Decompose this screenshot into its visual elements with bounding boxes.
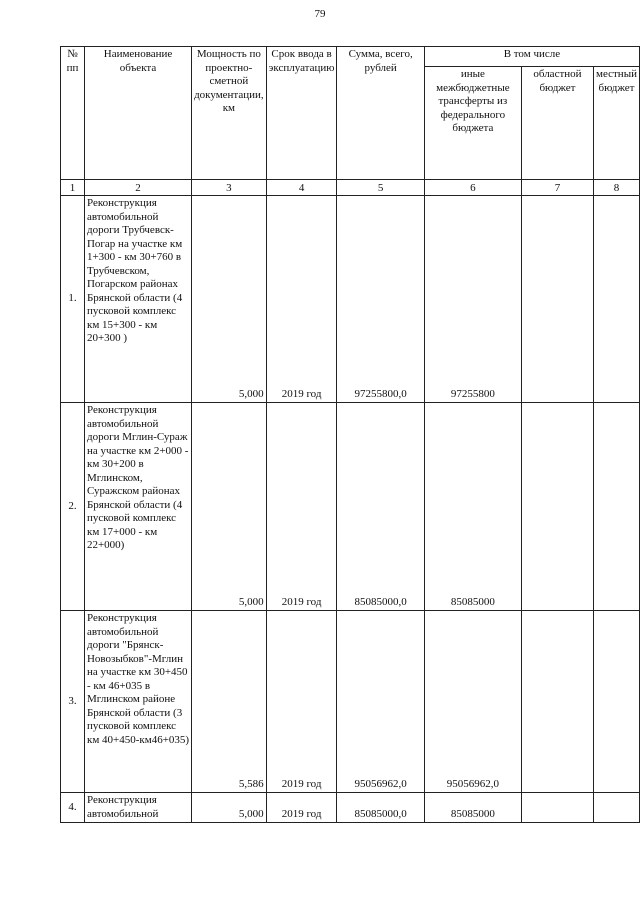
table-row xyxy=(61,793,640,823)
column-number: 4 xyxy=(266,180,337,196)
federal-value: 85085000 xyxy=(424,793,521,823)
regional-value xyxy=(521,611,593,793)
federal-value: 95056962,0 xyxy=(424,611,521,793)
object-name: Реконструкция автомобильной дороги Мглин-Сураж на участке км 2+000 - км 30+200 в Мглинском, Суражском районах Брянской области (4 пусковой комплекс км 17+000 - км 22+000) xyxy=(84,403,191,611)
row-num: 3. xyxy=(61,611,85,793)
table-row xyxy=(61,611,640,793)
regional-value xyxy=(521,196,593,403)
local-value xyxy=(593,611,639,793)
header-term: Срок ввода в эксплуатацию xyxy=(266,47,337,180)
sum-value: 85085000,0 xyxy=(337,403,424,611)
column-number: 2 xyxy=(84,180,191,196)
column-number-row xyxy=(61,180,640,196)
budget-table xyxy=(60,46,640,823)
header-num: № пп xyxy=(61,47,85,180)
column-number: 1 xyxy=(61,180,85,196)
header-federal: иные межбюджетные трансферты из федерального бюджета xyxy=(424,67,521,180)
object-name: Реконструкция автомобильной xyxy=(84,793,191,823)
capacity-value: 5,000 xyxy=(192,403,267,611)
row-num: 4. xyxy=(61,793,85,823)
column-number: 6 xyxy=(424,180,521,196)
local-value xyxy=(593,793,639,823)
header-sum: Сумма, всего, рублей xyxy=(337,47,424,180)
term-value: 2019 год xyxy=(266,196,337,403)
sum-value: 85085000,0 xyxy=(337,793,424,823)
column-number: 8 xyxy=(593,180,639,196)
page-number: 79 xyxy=(314,8,326,20)
column-number: 7 xyxy=(521,180,593,196)
header-local: местный бюджет xyxy=(593,67,639,180)
column-number: 3 xyxy=(192,180,267,196)
term-value: 2019 год xyxy=(266,403,337,611)
federal-value: 85085000 xyxy=(424,403,521,611)
regional-value xyxy=(521,793,593,823)
row-num: 2. xyxy=(61,403,85,611)
row-num: 1. xyxy=(61,196,85,403)
local-value xyxy=(593,403,639,611)
capacity-value: 5,586 xyxy=(192,611,267,793)
capacity-value: 5,000 xyxy=(192,196,267,403)
object-name: Реконструкция автомобильной дороги "Брянск-Новозыбков"-Мглин на участке км 30+450 - км 46+035 в Мглинском районе Брянской области (3 пусковой комплекс км 40+450-км46+035) xyxy=(84,611,191,793)
sum-value: 95056962,0 xyxy=(337,611,424,793)
term-value: 2019 год xyxy=(266,611,337,793)
header-capacity: Мощность по проектно-сметной документации, км xyxy=(192,47,267,180)
object-name: Реконструкция автомобильной дороги Трубчевск-Погар на участке км 1+300 - км 30+760 в Трубчевском, Погарском районах Брянской области (4 пусковой комплекс км 15+300 - км 20+300 ) xyxy=(84,196,191,403)
capacity-value: 5,000 xyxy=(192,793,267,823)
term-value: 2019 год xyxy=(266,793,337,823)
header-including: В том числе xyxy=(424,47,639,67)
federal-value: 97255800 xyxy=(424,196,521,403)
local-value xyxy=(593,196,639,403)
sum-value: 97255800,0 xyxy=(337,196,424,403)
table-row xyxy=(61,403,640,611)
regional-value xyxy=(521,403,593,611)
header-name: Наименование объекта xyxy=(84,47,191,180)
table-row xyxy=(61,196,640,403)
column-number: 5 xyxy=(337,180,424,196)
header-regional: областной бюджет xyxy=(521,67,593,180)
